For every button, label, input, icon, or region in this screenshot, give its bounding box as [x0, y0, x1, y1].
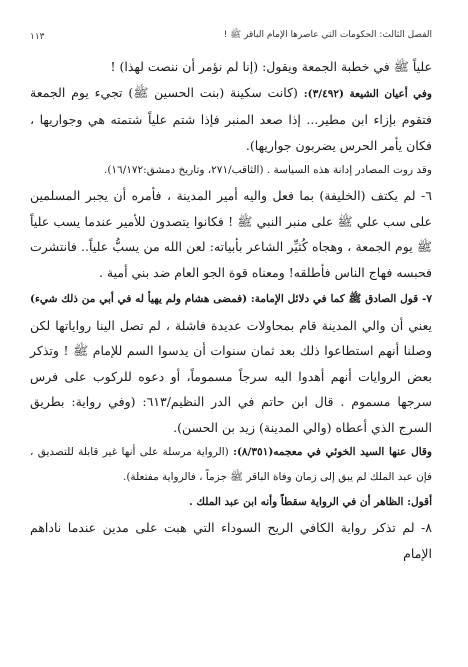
citation-lead: وقال عنها السيد الخوئي في معجمه(٨/٣٥١):	[233, 446, 432, 458]
paragraph-6	[30, 440, 432, 490]
paragraph-text: ٨- لم تذكر رواية الكافي الريح السوداء التي هبت على مدين عندما ناداهم الإمام	[30, 520, 432, 561]
paragraph-2	[30, 80, 432, 159]
paragraph-text: (الرواية مرسلة على أنها غير قابلة للتصديق ، فإن عبد الملك لم يبق إلى زمان وفاة الباقر ﷺ جزماً ، فالرواية مفتعلة).	[30, 446, 432, 483]
running-header	[30, 28, 432, 46]
paragraph-8	[30, 515, 432, 566]
paragraph-5	[30, 285, 432, 440]
paragraph-text: أقول: الظاهر أن في الرواية سقطاً وأنه ابن عبد الملك .	[189, 496, 432, 508]
paragraph-text: (كانت سكينة (بنت الحسين ﷺ) تجيء يوم الجمعة فتقوم بإزاء ابن مطير... إذا صعد المنبر فإذا شتم علياً شتمته هي وجواريها ، فكان يأمر الحرس يضربون جواريها).	[30, 84, 432, 153]
paragraph-text: علياً ﷺ في خطبة الجمعة ويقول: (إنا لم نؤمر أن ننصت لهذا) !	[110, 59, 432, 74]
paragraph-1	[30, 54, 432, 80]
citation-lead: ٧- قول الصادق ﷺ كما في دلائل الإمامة: (فمضى هشام ولم يهيأ له في أبي من ذلك شيء)	[30, 293, 432, 305]
paragraph-3	[30, 158, 432, 183]
chapter-title: الفصل الثالث: الحكومات التي عاصرها الإمام الباقر ﷺ !	[223, 30, 432, 40]
paragraph-4	[30, 183, 432, 285]
paragraph-7	[30, 490, 432, 515]
paragraph-text: ٦- لم يكتف (الخليفة) بما فعل واليه أمير المدينة ، فأمره أن يجبر المسلمين على سب علي ﷺ على منبر النبي ﷺ ! فكانوا يتصدون للأمير عندما يسب علياً ﷺ يوم الجمعة ، وهجاه كُثيِّر الشاعر بأبياته: لعن الله من يسبُّ علياً.. فانتشرت فحبسه فهاج الناس فأطلقه! ومعناه قوة الجو العام ضد بني أمية .	[30, 188, 432, 280]
paragraph-text: وقد روت المصادر إدانة هذه السياسة . (الثاقب/٢٧١، وتاريخ دمشق:١٦/١٧٢).	[103, 164, 432, 176]
page-number: ١١٣	[30, 32, 45, 42]
citation-lead: وفي أعيان الشيعة (٣/٤٩٢):	[303, 87, 433, 100]
paragraph-text: يعني أن والي المدينة قام بمحاولات عديدة فاشلة ، لم تصل الينا رواياتها لكن وصلنا أنهم استطاعوا ذلك بعد ثمان سنوات أن يدسوا السم للإمام ﷺ ! وتذكر بعض الروايات أنهم أهدوا اليه سرجاً مسموماً، أو دعوه للركوب على فرس سرجها مسموم . قال ابن حاتم في الدر النظيم/٦١٣: (وفي رواية: بطريق السرج الذي أعطاه (والي المدينة) زيد بن الحسن).	[30, 317, 433, 435]
